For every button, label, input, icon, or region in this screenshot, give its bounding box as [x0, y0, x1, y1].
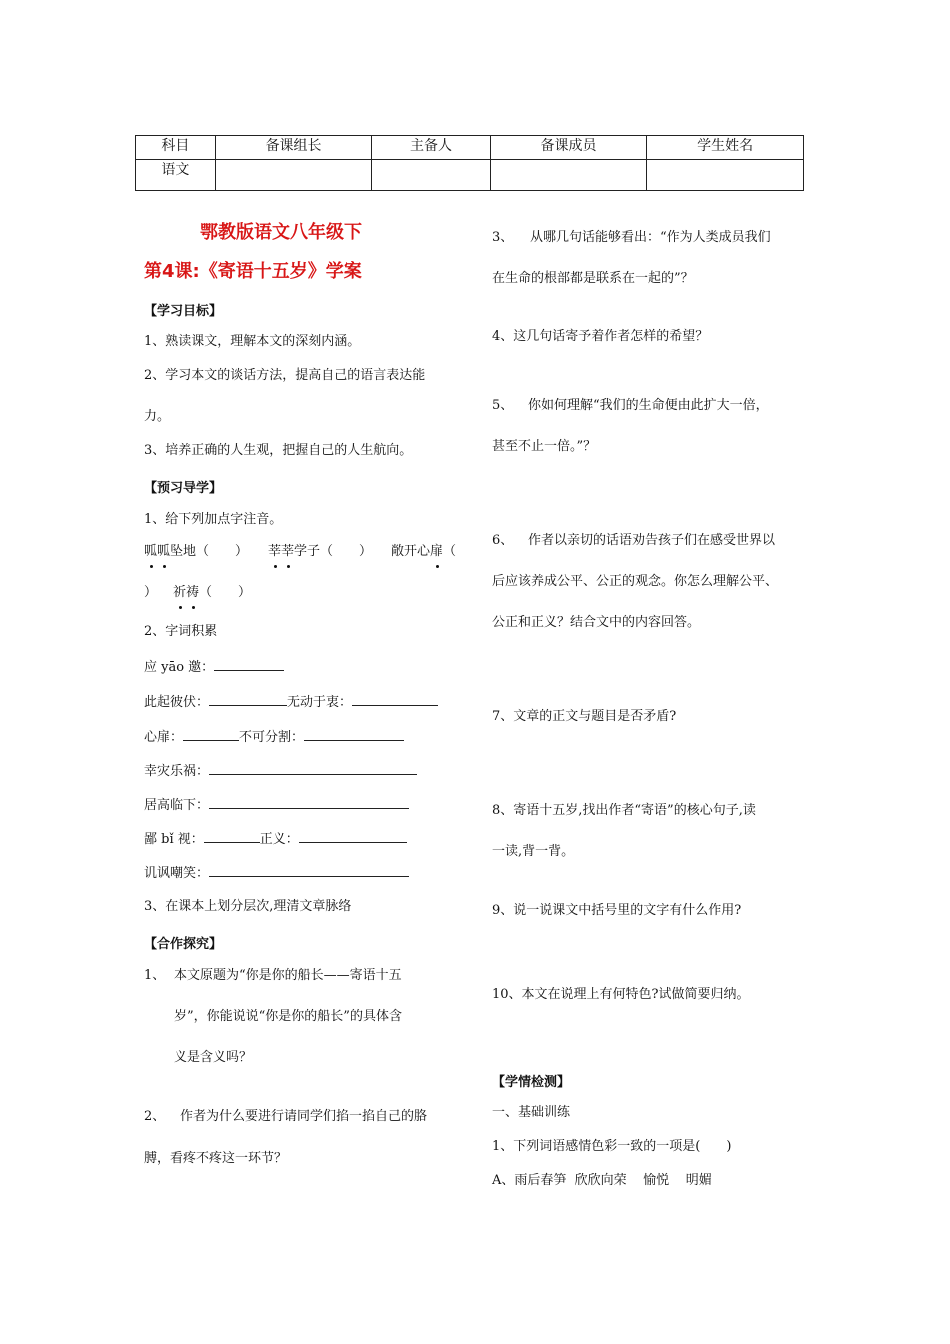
q5-line2: 甚至不止一倍。”？: [492, 439, 597, 454]
pinyin-word-1: [144, 543, 248, 561]
fill-blank[interactable]: [209, 795, 409, 809]
dotted-char: 呱: [157, 544, 171, 559]
q6-line1: 作者以亲切的话语劝告孩子们在感受世界以: [528, 533, 776, 548]
title-textbook: 鄂教版语文八年级下: [200, 222, 362, 243]
coop-q2-line1: 作者为什么要进行请同学们掐一掐自己的胳: [180, 1109, 428, 1124]
q6-line3: 公正和正义？结合文中的内容回答。: [492, 615, 701, 630]
q9: 9、说一说课文中括号里的文字有什么作用?: [492, 903, 742, 918]
cell-subject: 语文: [136, 160, 216, 191]
header-members: 备课成员: [490, 136, 647, 160]
lesson-info-table: [135, 135, 804, 191]
preview-heading: 【预习导学】: [144, 481, 223, 496]
fill-blank[interactable]: [183, 727, 239, 741]
word-rest: （ ）: [199, 585, 252, 600]
fill-blank[interactable]: [204, 829, 260, 843]
dotted-char: 莘: [268, 544, 282, 559]
dotted-char: 祈: [173, 585, 187, 600]
fill-label: 居高临下：: [144, 798, 210, 813]
preview-q3: 3、在课本上划分层次,理清文章脉络: [144, 899, 352, 914]
coop-q2-line2: 膊，看疼不疼这一环节？: [144, 1151, 288, 1166]
goal-2: 2、学习本文的谈话方法，提高自己的语言表达能: [144, 368, 426, 383]
coop-heading: 【合作探究】: [144, 937, 223, 952]
fill-blank[interactable]: [299, 829, 407, 843]
header-group-leader: 备课组长: [215, 136, 372, 160]
q5-num: 5、: [492, 398, 514, 413]
fill-label: 无动于衷：: [287, 695, 353, 710]
goal-2-cont: 力。: [144, 409, 171, 424]
dotted-char: 扉: [430, 544, 444, 559]
check-q1: 1、下列词语感情色彩一致的一项是( ): [492, 1139, 732, 1154]
fill-blank[interactable]: [209, 692, 287, 706]
cell-student-name: [647, 160, 804, 191]
q3-num: 3、: [492, 230, 514, 245]
q4: 4、这几句话寄予着作者怎样的希望？: [492, 329, 709, 344]
fill-label: 鄙 bǐ 视：: [144, 832, 204, 847]
q6-line2: 后应该养成公平、公正的观念。你怎么理解公平、: [492, 574, 779, 589]
fill-label: 不可分割：: [239, 730, 305, 745]
dotted-char: 呱: [144, 544, 158, 559]
goal-3: 3、培养正确的人生观，把握自己的人生航向。: [144, 443, 413, 458]
goal-1: 1、熟读课文，理解本文的深刻内涵。: [144, 334, 361, 349]
preview-q2: 2、字词积累: [144, 624, 218, 639]
pinyin-word-4: [144, 584, 251, 602]
check-sub: 一、基础训练: [492, 1105, 571, 1120]
fill-row-4: [144, 761, 417, 781]
coop-q1-line1: 本文原题为“你是你的船长——寄语十五: [174, 968, 402, 983]
fill-label: 正义：: [259, 832, 299, 847]
header-student-name: 学生姓名: [647, 136, 804, 160]
coop-q1-line3: 义是含义吗？: [174, 1050, 253, 1065]
dotted-char: 祷: [186, 585, 200, 600]
q5-line1: 你如何理解“我们的生命便由此扩大一倍，: [528, 398, 769, 413]
fill-label: 讥讽嘲笑：: [144, 866, 210, 881]
header-subject: 科目: [136, 136, 216, 160]
word-rest: ）: [144, 585, 158, 600]
preview-q1: 1、给下列加点字注音。: [144, 512, 283, 527]
fill-blank[interactable]: [214, 657, 284, 671]
q7: 7、文章的正文与题目是否矛盾?: [492, 709, 677, 724]
cell-group-leader: [215, 160, 372, 191]
fill-row-7: [144, 863, 409, 883]
q3-line1: 从哪几句话能够看出：“作为人类成员我们: [530, 230, 771, 245]
pinyin-word-3: [391, 543, 456, 561]
word-rest: 坠地（ ）: [170, 544, 249, 559]
word-rest: 敞开心: [391, 544, 431, 559]
fill-row-2: [144, 692, 438, 712]
header-main-preparer: 主备人: [372, 136, 490, 160]
fill-blank[interactable]: [352, 692, 438, 706]
fill-row-1: [144, 657, 284, 677]
check-q1-option-a: A、雨后春笋 欣欣向荣 愉悦 明媚: [492, 1173, 712, 1188]
fill-label: 幸灾乐祸：: [144, 764, 210, 779]
cell-main-preparer: [372, 160, 490, 191]
fill-blank[interactable]: [209, 863, 409, 877]
coop-q1-num: 1、: [144, 968, 166, 983]
fill-row-3: [144, 727, 404, 747]
check-heading: 【学情检测】: [492, 1075, 571, 1090]
fill-blank[interactable]: [209, 761, 417, 775]
q10: 10、本文在说理上有何特色?试做简要归纳。: [492, 987, 750, 1002]
fill-row-6: [144, 829, 407, 849]
fill-blank[interactable]: [304, 727, 404, 741]
fill-label: 心扉：: [144, 730, 184, 745]
fill-label: 此起彼伏：: [144, 695, 210, 710]
coop-q1-line2: 岁”，你能说说“你是你的船长”的具体含: [174, 1009, 402, 1024]
q6-num: 6、: [492, 533, 514, 548]
fill-label: 应 yāo 邀：: [144, 660, 215, 675]
q8-line1: 8、寄语十五岁,找出作者“寄语”的核心句子,读: [492, 803, 756, 818]
goals-heading: 【学习目标】: [144, 304, 223, 319]
q3-line2: 在生命的根部都是联系在一起的”？: [492, 271, 694, 286]
pinyin-word-2: [268, 543, 372, 561]
cell-members: [490, 160, 647, 191]
q8-line2: 一读,背一背。: [492, 844, 575, 859]
word-rest: （: [443, 544, 457, 559]
coop-q2-num: 2、: [144, 1109, 166, 1124]
dotted-char: 莘: [281, 544, 295, 559]
title-lesson: 第4课:《寄语十五岁》学案: [144, 261, 362, 282]
fill-row-5: [144, 795, 409, 815]
word-rest: 学子（ ）: [294, 544, 373, 559]
